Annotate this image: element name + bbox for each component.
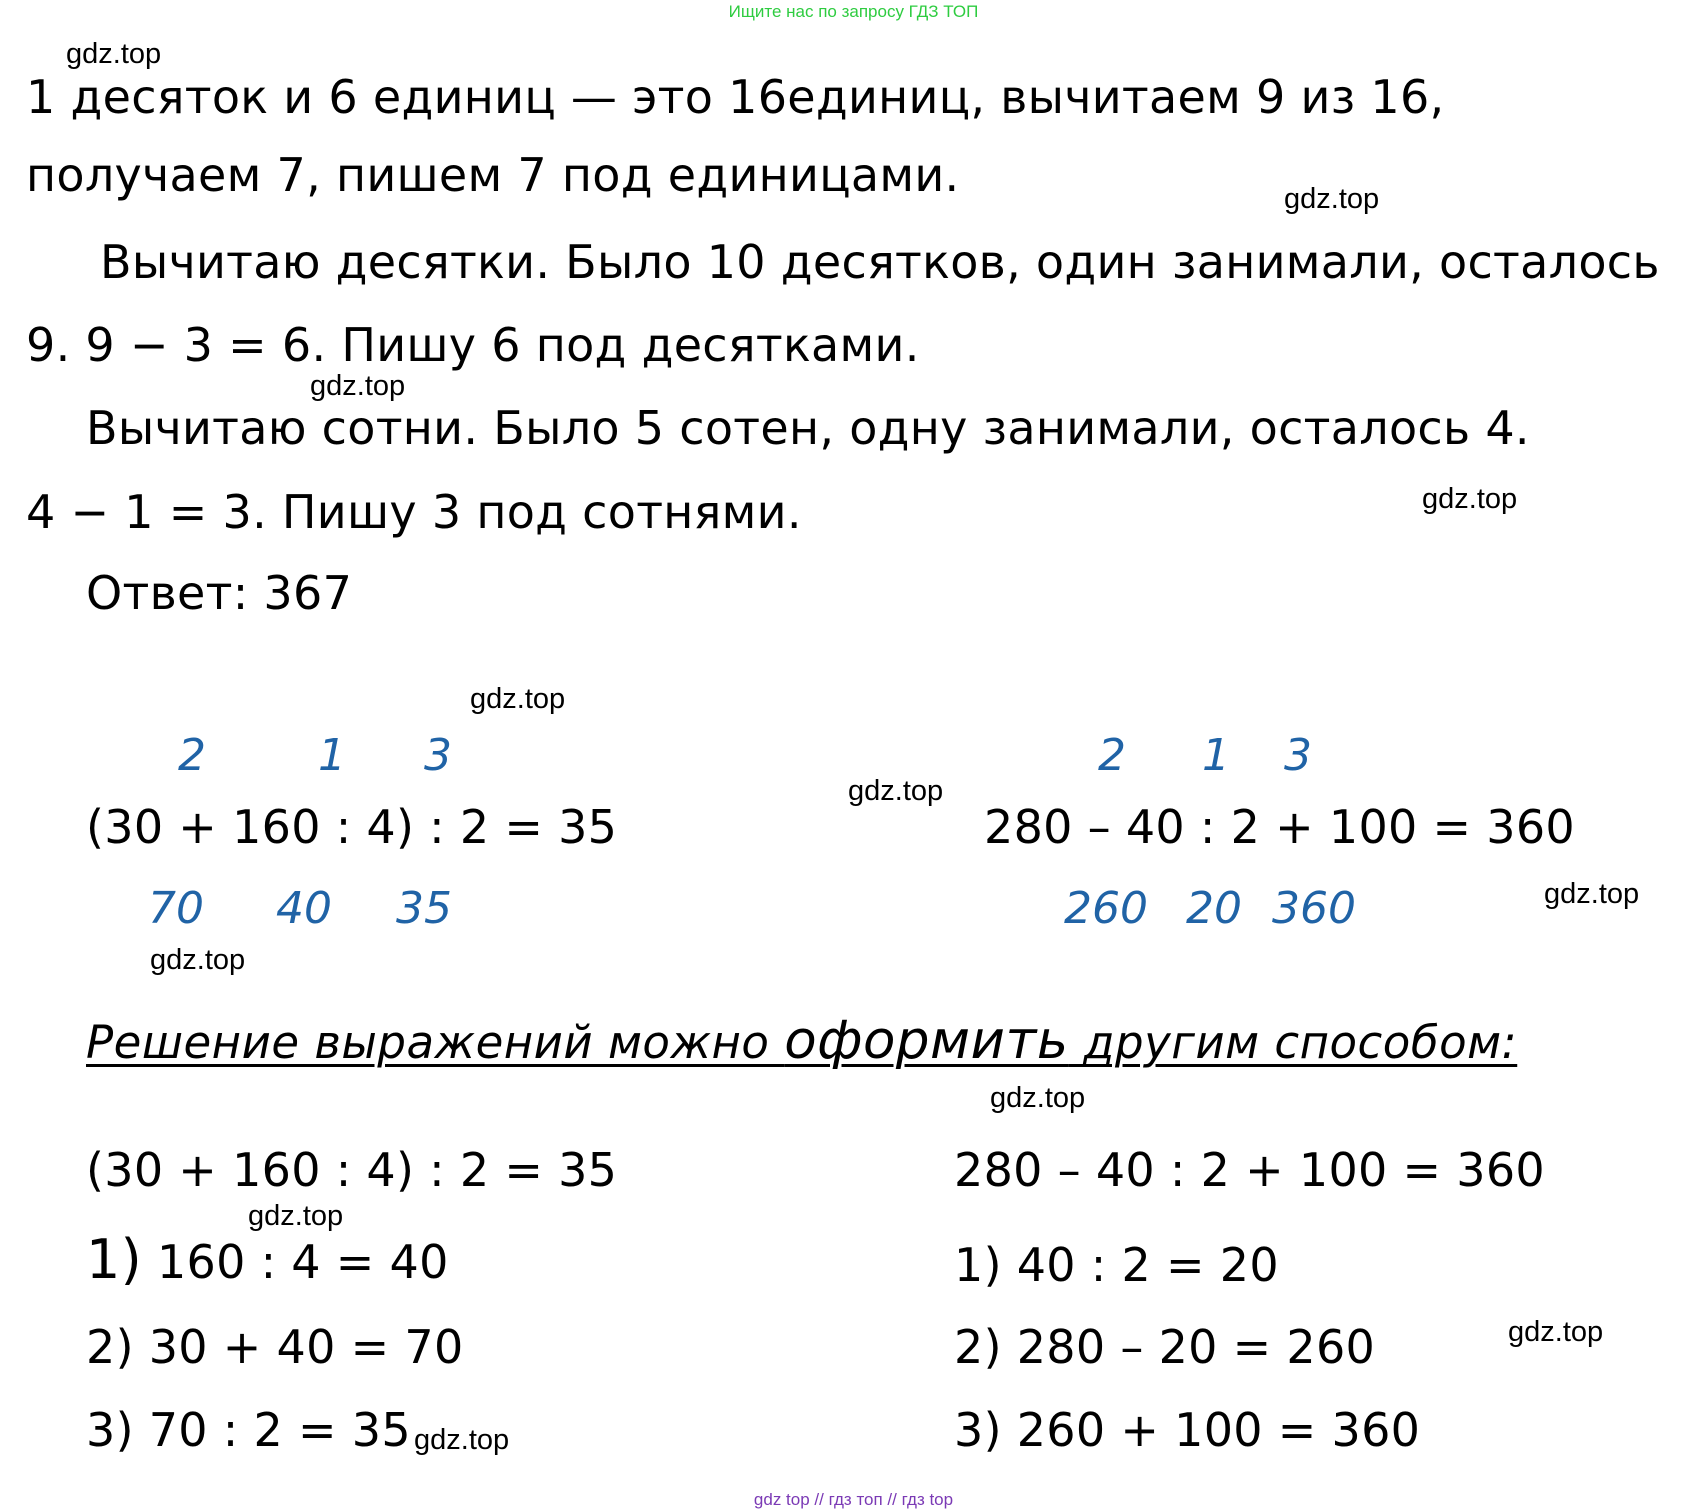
order-mark: 1	[318, 730, 346, 781]
alt-2-step-3: 3) 260 + 100 = 360	[954, 1403, 1421, 1457]
alt-expression-1: (30 + 160 : 4) : 2 = 35	[86, 1143, 618, 1197]
watermark: gdz.top	[470, 683, 566, 715]
intermediate-result: 40	[276, 883, 332, 934]
intermediate-result: 35	[396, 883, 452, 934]
watermark: gdz.top	[848, 775, 944, 807]
text-line-2: получаем 7, пишем 7 под единицами.	[26, 148, 960, 202]
alt-1-step-3: 3) 70 : 2 = 35	[86, 1403, 411, 1457]
alt-1-step-1	[86, 1228, 449, 1291]
expression-2: 280 – 40 : 2 + 100 = 360	[984, 800, 1575, 854]
alt-2-step-1: 1) 40 : 2 = 20	[954, 1238, 1279, 1292]
footer: gdz top // гдз топ // гдз top	[753, 1490, 954, 1509]
alt-expression-2: 280 – 40 : 2 + 100 = 360	[954, 1143, 1545, 1197]
heading-part: оформить	[784, 1010, 1069, 1071]
alternative-method-heading	[86, 1010, 1517, 1071]
intermediate-result: 260	[1064, 883, 1148, 934]
intermediate-result: 70	[148, 883, 204, 934]
watermark: gdz.top	[990, 1082, 1086, 1114]
step-number: 1)	[86, 1228, 143, 1291]
text-line-4: 9. 9 − 3 = 6. Пишу 6 под десятками.	[26, 318, 920, 372]
text-line-1: 1 десяток и 6 единиц — это 16единиц, вычитаем 9 из 16,	[26, 70, 1445, 124]
watermark: gdz.top	[1508, 1316, 1604, 1348]
watermark: gdz.top	[66, 38, 162, 70]
alt-1-step-2: 2) 30 + 40 = 70	[86, 1320, 464, 1374]
watermark: gdz.top	[150, 944, 246, 976]
text-line-3: Вычитаю десятки. Было 10 десятков, один занимали, осталось	[100, 235, 1660, 289]
top-banner: Ищите нас по запросу ГДЗ ТОП	[728, 2, 979, 21]
watermark: gdz.top	[310, 370, 406, 402]
answer-line: Ответ: 367	[86, 566, 353, 620]
text-line-6: 4 − 1 = 3. Пишу 3 под сотнями.	[26, 485, 802, 539]
order-mark: 2	[1098, 730, 1126, 781]
order-mark: 2	[178, 730, 206, 781]
order-mark: 1	[1202, 730, 1230, 781]
watermark: gdz.top	[1422, 483, 1518, 515]
order-mark: 3	[1284, 730, 1312, 781]
expression-1: (30 + 160 : 4) : 2 = 35	[86, 800, 618, 854]
heading-part: другим способом:	[1068, 1016, 1518, 1069]
text-line-5: Вычитаю сотни. Было 5 сотен, одну занимали, осталось 4.	[86, 401, 1530, 455]
order-mark: 3	[424, 730, 452, 781]
alt-2-step-2: 2) 280 – 20 = 260	[954, 1320, 1376, 1374]
watermark: gdz.top	[414, 1424, 510, 1456]
step-text: 160 : 4 = 40	[142, 1235, 449, 1289]
watermark: gdz.top	[248, 1200, 344, 1232]
intermediate-result: 20	[1186, 883, 1242, 934]
intermediate-result: 360	[1272, 883, 1356, 934]
watermark: gdz.top	[1544, 878, 1640, 910]
heading-part: Решение выражений можно	[86, 1016, 785, 1069]
watermark: gdz.top	[1284, 183, 1380, 215]
